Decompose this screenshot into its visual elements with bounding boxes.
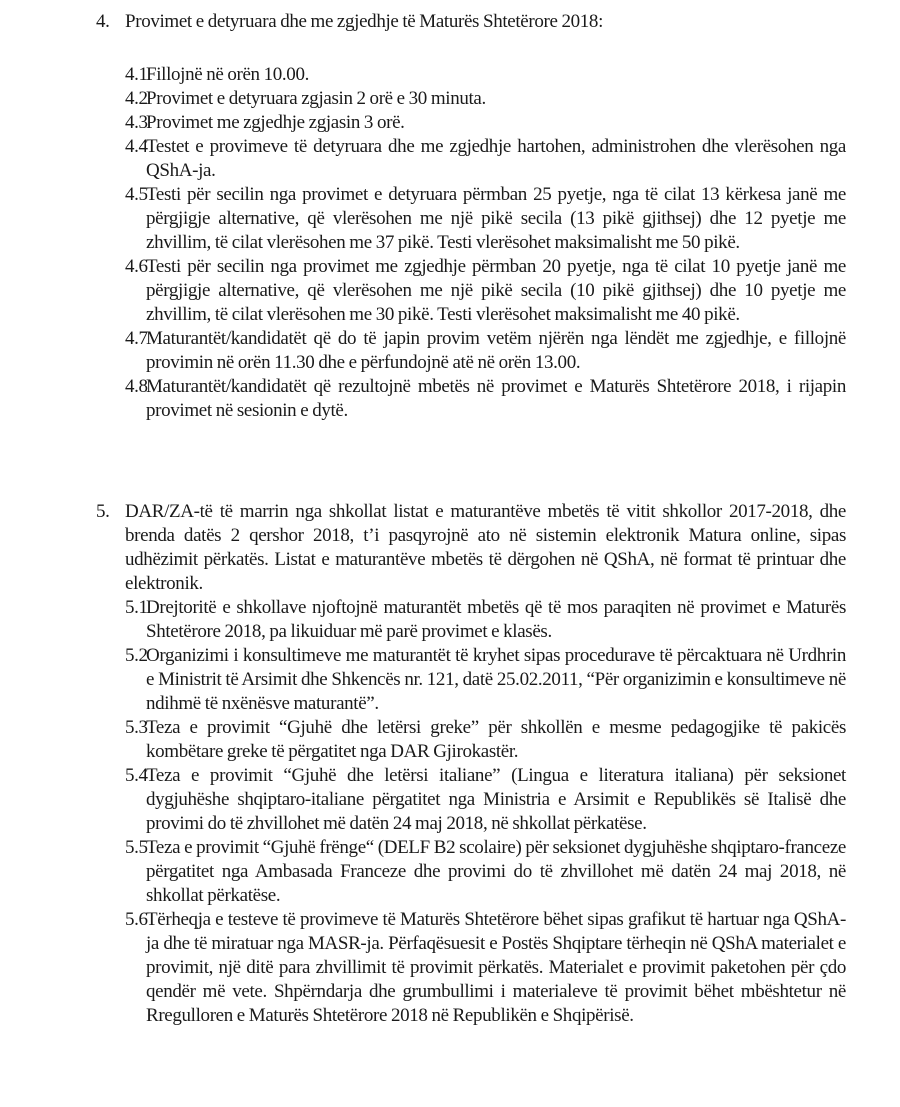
section-4 (96, 10, 846, 423)
item-text: Tërheqja e testeve të provimeve të Maturës Shtetërore bëhet sipas grafikut të hartuar nga QShA-ja dhe të miratuar nga MASR-ja. Përfaqësuesit e Postës Shqiptare tërheqin në QShA materialet e provimit, një ditë para zhvillimit të provimit përkatës. Materialet e provimit paketohen për çdo qendër më vete. Shpërndarja dhe grumbullimi i materialeve të provimit bëhet mbështetur në Rregulloren e Maturës Shtetërore 2018 në Republikën e Shqipërisë. (146, 909, 846, 1026)
list-item-4-2 (96, 87, 846, 111)
list-item-4-5 (96, 183, 846, 255)
item-number: 4.4 (125, 136, 148, 157)
item-number: 5.3 (125, 717, 148, 738)
section-5-items (96, 596, 846, 1028)
item-number: 4.1 (125, 64, 148, 85)
item-number: 5.6 (125, 909, 148, 930)
section-heading (96, 500, 846, 596)
item-text: Teza e provimit “Gjuhë dhe letërsi greke” për shkollën e mesme pedagogjike të pakicës kombëtare greke të përgatitet nga DAR Gjirokastër. (146, 717, 846, 762)
item-text: Provimet e detyruara zgjasin 2 orë e 30 minuta. (146, 88, 486, 109)
item-text: Maturantët/kandidatët që do të japin provim vetëm njërën nga lëndët me zgjedhje, e fillojnë provimin në orën 11.30 dhe e përfundojnë atë në orën 13.00. (146, 328, 846, 373)
item-text: Organizimi i konsultimeve me maturantët të kryhet sipas procedurave të përcaktuara në Urdhrin e Ministrit të Arsimit dhe Shkencës nr. 121, datë 25.02.2011, “Për organizimin e konsultimeve në ndihmë të nxënësve maturantë”. (146, 645, 846, 714)
item-text: Fillojnë në orën 10.00. (146, 64, 310, 85)
item-text: Teza e provimit “Gjuhë frënge“ (DELF B2 scolaire) për seksionet dygjuhëshe shqiptaro-franceze përgatitet nga Ambasada Franceze dhe provimi do të zhvillohet më datën 24 maj 2018, në shkollat përkatëse. (146, 837, 846, 906)
item-text: Maturantët/kandidatët që rezultojnë mbetës në provimet e Maturës Shtetërore 2018, i rijapin provimet në sesionin e dytë. (146, 376, 846, 421)
list-item-5-4 (96, 764, 846, 836)
section-5 (96, 500, 846, 1028)
list-item-5-3 (96, 716, 846, 764)
list-item-4-7 (96, 327, 846, 375)
item-number: 4.7 (125, 328, 148, 349)
section-heading-text: Provimet e detyruara dhe me zgjedhje të Maturës Shtetërore 2018: (125, 11, 604, 32)
item-number: 4.5 (125, 184, 148, 205)
list-item-4-4 (96, 135, 846, 183)
section-number: 4. (96, 11, 110, 32)
item-text: Testi për secilin nga provimet me zgjedhje përmban 20 pyetje, nga të cilat 10 pyetje janë me përgjigje alternative, që vlerësohen me një pikë secila (10 pikë gjithsej) dhe 10 pyetje me zhvillim, të cilat vlerësohen me 30 pikë. Testi vlerësohet maksimalisht me 40 pikë. (146, 256, 846, 325)
item-text: Provimet me zgjedhje zgjasin 3 orë. (146, 112, 405, 133)
list-item-4-3 (96, 111, 846, 135)
section-heading (96, 10, 846, 34)
item-text: Drejtoritë e shkollave njoftojnë maturantët mbetës që të mos paraqiten në provimet e Maturës Shtetërore 2018, pa likuiduar më parë provimet e klasës. (146, 597, 846, 642)
item-number: 5.4 (125, 765, 148, 786)
list-item-5-6 (96, 908, 846, 1028)
item-number: 4.6 (125, 256, 148, 277)
item-number: 5.5 (125, 837, 148, 858)
item-text: Testi për secilin nga provimet e detyruara përmban 25 pyetje, nga të cilat 13 kërkesa janë me përgjigje alternative, që vlerësohen me një pikë secila (13 pikë gjithsej) dhe 12 pyetje me zhvillim, të cilat vlerësohen me 37 pikë. Testi vlerësohet maksimalisht me 50 pikë. (146, 184, 846, 253)
item-number: 5.1 (125, 597, 148, 618)
item-number: 4.8 (125, 376, 148, 397)
list-item-4-1 (96, 63, 846, 87)
item-number: 4.3 (125, 112, 148, 133)
list-item-5-5 (96, 836, 846, 908)
list-item-5-2 (96, 644, 846, 716)
section-number: 5. (96, 501, 110, 522)
section-heading-text: DAR/ZA-të të marrin nga shkollat listat e maturantëve mbetës të vitit shkollor 2017-2018, dhe brenda datës 2 qershor 2018, t’i pasqyrojnë ato në sistemin elektronik Matura online, sipas udhëzimit përkatës. Listat e maturantëve mbetës të dërgohen në QShA, në format të printuar dhe elektronik. (125, 501, 846, 594)
list-item-4-6 (96, 255, 846, 327)
item-text: Testet e provimeve të detyruara dhe me zgjedhje hartohen, administrohen dhe vlerësohen nga QShA-ja. (146, 136, 846, 181)
item-number: 4.2 (125, 88, 148, 109)
item-number: 5.2 (125, 645, 148, 666)
list-item-4-8 (96, 375, 846, 423)
section-4-items (96, 63, 846, 423)
list-item-5-1 (96, 596, 846, 644)
item-text: Teza e provimit “Gjuhë dhe letërsi italiane” (Lingua e literatura italiana) për seksionet dygjuhëshe shqiptaro-italiane përgatitet nga Ministria e Arsimit e Republikës së Italisë dhe provimi do të zhvillohet më datën 24 maj 2018, në shkollat përkatëse. (146, 765, 846, 834)
